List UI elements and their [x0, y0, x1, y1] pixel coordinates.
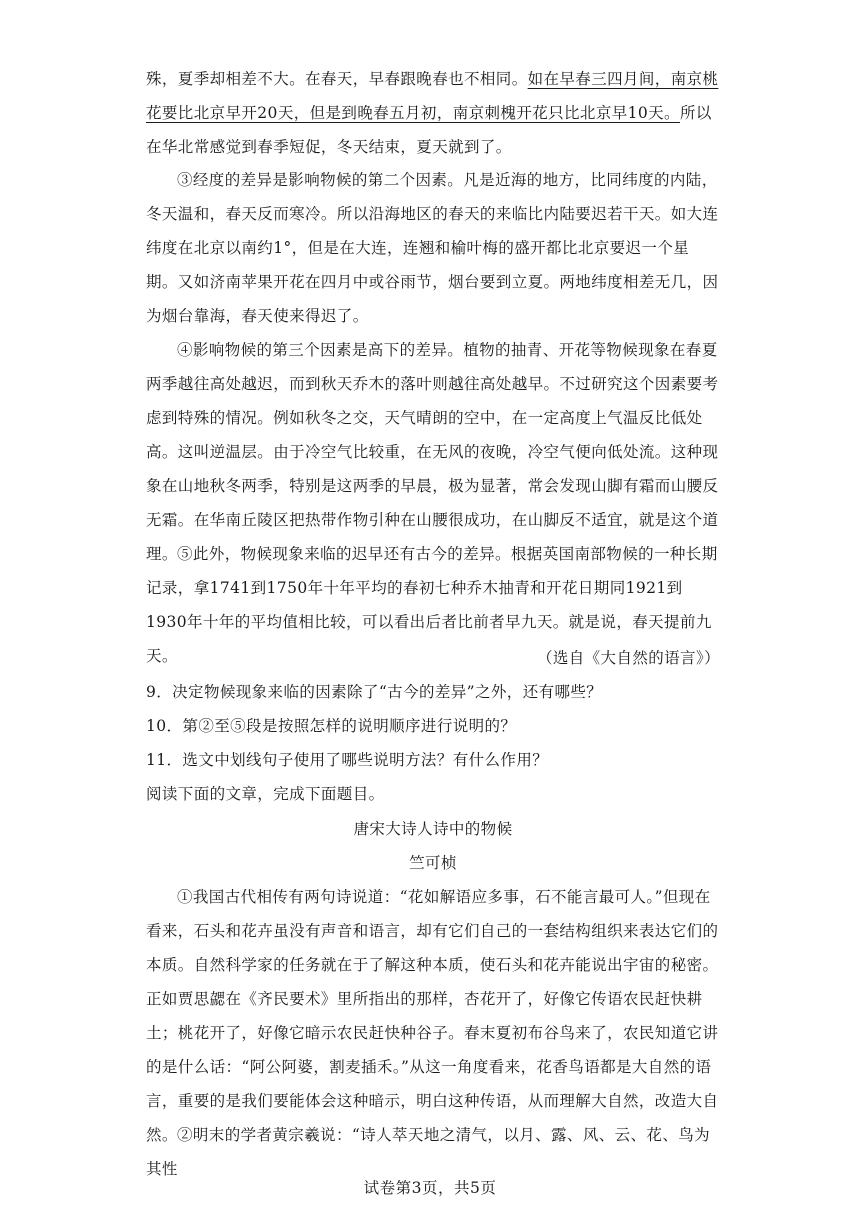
article-author: 竺可桢: [409, 854, 457, 872]
paragraph-2-text-a: 殊，夏季却相差不大。在春天，早春跟晚春也不相同。: [146, 70, 528, 88]
paragraph-4: ④影响物候的第三个因素是高下的差异。植物的抽青、开花等物候现象在春夏两季越往高处越迟，而到秋天乔木的落叶则越往高处越早。不过研究这个因素要考虑到特殊的情况。例如秋冬之交，天气晴朗的空中，在一定高度上气温反比低处高。这叫逆温层。由于冷空气比较重，在无风的夜晚，冷空气便向低处流。这种现象在山地秋冬两季，特别是这两季的早晨，极为显著，常会发现山脚有霜而山腰反无霜。在华南丘陵区把热带作物引种在山腰很成功，在山脚反不适宜，就是这个道理。: [146, 341, 719, 563]
source-citation: （选自《大自然的语言》）: [536, 649, 720, 667]
article-title: 唐宋大诗人诗中的物候: [353, 820, 513, 838]
underlined-sentence: 如在早春三四月间，南京桃花要比北京早开20天，但是到晚春五月初，南京刺槐开花只比北京早10天。: [146, 70, 719, 122]
question-10: 10．第②至⑤段是按照怎样的说明顺序进行说明的？: [146, 717, 517, 735]
reading-instruction: 阅读下面的文章，完成下面题目。: [146, 785, 385, 803]
article-paragraph-2: ②明末的学者黄宗羲说：“诗人萃天地之清气，以月、露、风、云、花、鸟为其性: [146, 1126, 711, 1178]
page-footer: 试卷第3页，共5页: [363, 1179, 497, 1197]
paragraph-3: ③经度的差异是影响物候的第二个因素。凡是近海的地方，比同纬度的内陆，冬天温和，春天反而寒冷。所以沿海地区的春天的来临比内陆要迟若干天。如大连纬度在北京以南约1°，但是在大连，连翘和榆叶梅的盛开都比北京要迟一个星期。又如济南苹果开花在四月中或谷雨节，烟台要到立夏。两地纬度相差无几，因为烟台靠海，春天使来得迟了。: [146, 171, 719, 325]
question-9: 9．决定物候现象来临的因素除了“古今的差异”之外，还有哪些？: [146, 683, 603, 701]
paragraph-2-tail: [146, 62, 720, 164]
question-11: 11．选文中划线句子使用了哪些说明方法？有什么作用？: [146, 751, 549, 769]
paragraph-5: ⑤此外，物候现象来临的迟早还有古今的差异。根据英国南部物候的一种长期记录，拿1741到1750年十年平均的春初七种乔木抽青和开花日期同1921到1930年十年的平均值相比较，可以看出后者比前者早九天。就是说，春天提前九天。: [146, 545, 718, 665]
paragraph-2-text-b: 所以在华北常感觉到春季短促，冬天结束，夏天就到了。: [146, 104, 712, 156]
article-paragraph-1: ①我国古代相传有两句诗说道：“花如解语应多事，石不能言最可人。”但现在看来，石头和花卉虽没有声音和语言，却有它们自己的一套结构组织来表达它们的本质。自然科学家的任务就在于了解这种本质，使石头和花卉能说出宇宙的秘密。正如贾思勰在《齐民要术》里所指出的那样，杏花开了，好像它传语农民赶快耕土；桃花开了，好像它暗示农民赶快种谷子。春末夏初布谷鸟来了，农民知道它讲的是什么话：“阿公阿婆，割麦插禾。”从这一角度看来，花香鸟语都是大自然的语言，重要的是我们要能体会这种暗示，明白这种传语，从而理解大自然，改造大自然。: [146, 888, 719, 1144]
